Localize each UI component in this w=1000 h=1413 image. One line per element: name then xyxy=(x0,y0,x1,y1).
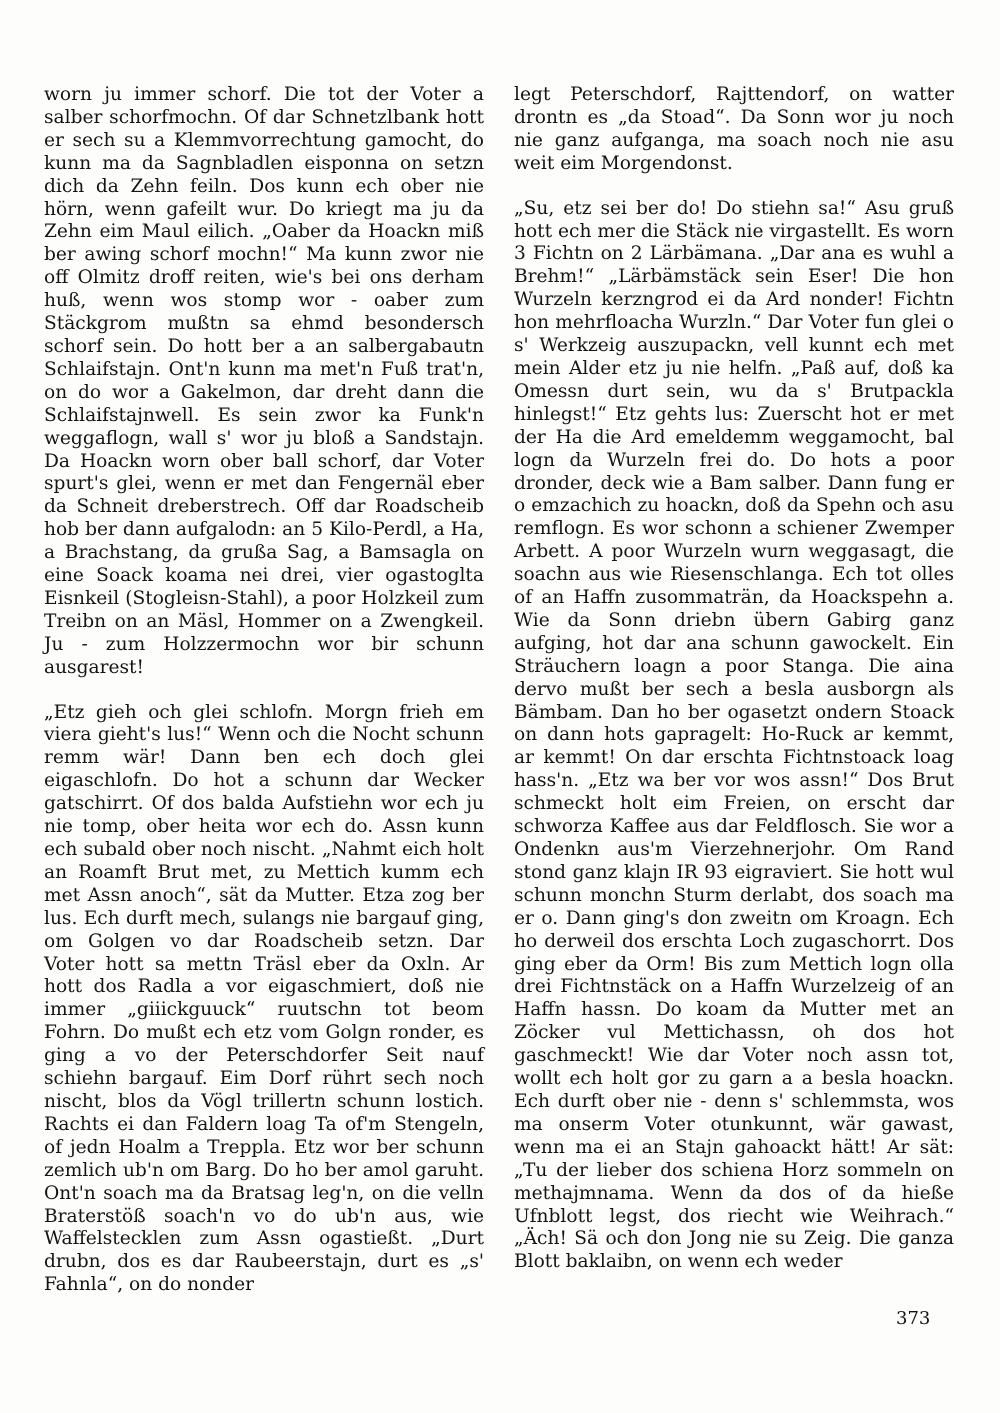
right-text-column xyxy=(514,84,954,1274)
paragraph: legt Peterschdorf, Rajttendorf, on watter drontn es „da Stoad“. Da Sonn wor ju noch nie ganz aufganga, ma soach noch nie asu weit eim Morgendonst. xyxy=(514,84,954,174)
paragraph: worn ju immer schorf. Die tot der Voter a salber schorfmochn. Of dar Schnetzlbank hott er sech su a Klemmvorrechtung gamocht, do kunn ma da Sagnbladlen eisponna on setzn dich da Zehn feiln. Dos kunn ech ober nie hörn, wenn gafeilt wur. Do kriegt ma ju da Zehn eim Maul eilich. „Oaber da Hoackn miß ber awing schorf mochn!“ Ma kunn zwor nie off Olmitz droff reiten, wie's bei ons derham huß, wenn wos stomp wor - oaber zum Stäckgrom mußtn sa ehmd besondersch schorf sein. Do hott ber a an salbergabautn Schlaifstajn. Ont'n kunn ma met'n Fuß trat'n, on do wor a Gakelmon, dar dreht dann die Schlaifstajnwell. Es sein zwor ka Funk'n weggaflogn, wall s' wor ju bloß a Sandstajn. Da Hoackn worn ober ball schorf, dar Voter spurt's glei, wenn er met dan Fengernäl eber da Schneit dreberstrech. Off dar Roadscheib hob ber dann aufgalodn: an 5 Kilo-Perdl, a Ha, a Brachstang, da grußa Sag, a Bamsagla on eine Soack koama nei drei, vier ogastoglta Eisnkeil (Stogleisn-Stahl), a poor Holzkeil zum Treibn on an Mäsl, Hommer on a Zwengkeil. Ju - zum Holzzermochn wor bir schunn ausgarest! xyxy=(44,84,484,678)
paragraph: „Etz gieh och glei schlofn. Morgn frieh em viera gieht's lus!“ Wenn och die Nocht schunn remm wär! Dann ben ech doch glei eigaschlofn. Do hot a schunn dar Wecker gatschirrt. Of dos balda Aufstiehn wor ech ju nie tomp, ober heita wor ech do. Assn kunn ech subald ober noch nischt. „Nahmt eich holt an Roamft Brut met, zu Mettich kumm ech met Assn anoch“, sät da Mutter. Etza zog ber lus. Ech durft mech, sulangs nie bargauf ging, om Golgen vo dar Roadscheib setzn. Dar Voter hott sa mettn Träsl eber da Oxln. Ar hott dos Radla a vor eigaschmiert, doß nie immer „giiickguuck“ ruutschn tot beom Fohrn. Do mußt ech etz vom Golgn ronder, es ging a vo der Peterschdorfer Seit nauf schiehn bargauf. Eim Dorf rührt sech noch nischt, blos da Vögl trillertn schunn lostich. Rachts ei dan Faldern loag Ta of'm Stengeln, of jedn Hoalm a Treppla. Etz wor ber schunn zemlich ub'n om Barg. Do ho ber amol garuht. Ont'n soach ma da Bratsag leg'n, on die velln Braterstöß soach'n vo do ub'n aus, wie Waffelstecklen zum Assn ogastießt. „Durt drubn, dos es dar Raubeerstajn, durt es „s' Fahnla“, on do nonder xyxy=(44,701,484,1296)
left-text-column xyxy=(44,84,484,1297)
paragraph: „Su, etz sei ber do! Do stiehn sa!“ Asu gruß hott ech mer die Stäck nie virgastellt. Es worn 3 Fichtn on 2 Lärbämana. „Dar ana es wuhl a Brehm!“ „Lärbämstäck sein Eser! Die hon Wurzeln kerzngrod ei da Ard nonder! Fichtn hon mehrfloacha Wurzln.“ Dar Voter fun glei o s' Werkzeig auszupackn, vell kunnt ech met mein Alder etz ju nie helfn. „Paß auf, doß ka Omessn durt sein, wu da s' Brutpackla hinlegst!“ Etz gehts lus: Zuerscht hot er met der Ha die Ard emeldemm weggamocht, bal logn da Wurzeln frei do. Do hots a poor dronder, deck wie a Bam salber. Dann fung er o emzachich zu hoackn, doß da Spehn och asu remflogn. Es wor schonn a schiener Zwemper Arbett. A poor Wurzeln wurn weggasagt, die soachn aus wie Riesenschlanga. Ech tot olles of an Haffn zusommaträn, da Hoackspehn a. Wie da Sonn driebn übern Gabirg ganz aufging, hot dar ana schunn gawockelt. Ein Sträuchern loagn a poor Stanga. Die aina dervo mußt ber sech a besla ausborgn als Bämbam. Dan ho ber ogasetzt ondern Stoack on dann hots gapragelt: Ho-Ruck ar kemmt, ar kemmt! On dar erschta Fichtnstoack loag hass'n. „Etz wa ber vor wos assn!“ Dos Brut schmeckt holt eim Freien, on erscht dar schworza Kaffee aus dar Feldflosch. Sie wor a Ondenkn aus'm Vierzehnerjohr. Om Rand stond ganz klajn IR 93 eigraviert. Sie hott wul schunn monchn Sturm derlabt, dos soach ma er o. Dann ging's don zweitn om Kroagn. Ech ho derweil dos erschta Loch zugaschorrt. Dos ging eber da Orm! Bis zum Mettich logn olla drei Fichtnstäck on a Haffn Wurzelzeig of an Haffn hassn. Do koam da Mutter met an Zöcker vul Mettichassn, oh dos hot gaschmeckt! Wie dar Voter noch assn tot, wollt ech holt gor zu garn a a besla hoackn. Ech durft ober nie - denn s' schlemmsta, wos ma onserm Voter otunkunnt, wär gawast, wenn ma ei an Stajn gahoackt hätt! Ar sät: „Tu der lieber dos schiena Horz sommeln on methajmnama. Wenn da dos of da hieße Ufnblott legst, dos riecht wie Weihrach.“ „Äch! Sä och don Jong nie su Zeig. Die ganza Blott baklaibn, on wenn ech weder xyxy=(514,197,954,1273)
page-number: 373 xyxy=(896,1308,931,1329)
